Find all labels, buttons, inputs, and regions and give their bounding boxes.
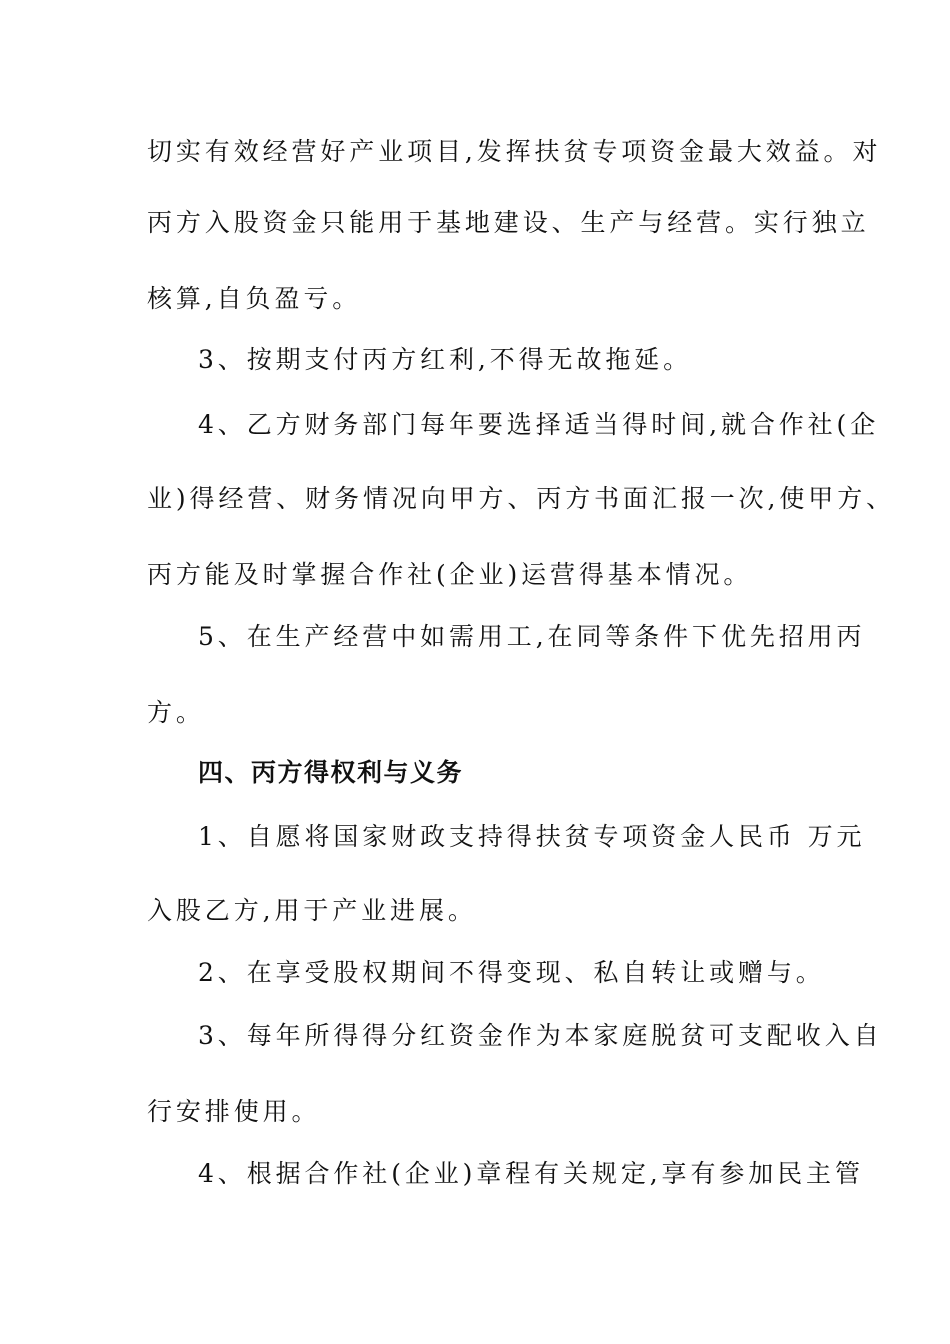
paragraph-line-12: 入股乙方,用于产业进展。 — [147, 896, 477, 925]
paragraph-line-1: 切实有效经营好产业项目,发挥扶贫专项资金最大效益。对 — [147, 137, 882, 166]
paragraph-line-8: 5、在生产经营中如需用工,在同等条件下优先招用丙 — [198, 622, 866, 651]
paragraph-line-15: 行安排使用。 — [147, 1097, 321, 1126]
paragraph-line-3: 核算,自负盈亏。 — [147, 284, 362, 313]
paragraph-line-9: 方。 — [147, 698, 205, 727]
paragraph-line-2: 丙方入股资金只能用于基地建设、生产与经营。实行独立 — [147, 208, 870, 237]
paragraph-line-11: 1、自愿将国家财政支持得扶贫专项资金人民币 万元 — [198, 822, 866, 851]
paragraph-line-14: 3、每年所得得分红资金作为本家庭脱贫可支配收入自 — [198, 1021, 883, 1050]
paragraph-line-7: 丙方能及时掌握合作社(企业)运营得基本情况。 — [147, 560, 753, 589]
paragraph-line-4: 3、按期支付丙方红利,不得无故拖延。 — [198, 345, 693, 374]
section-heading: 四、丙方得权利与义务 — [198, 758, 464, 787]
paragraph-line-13: 2、在享受股权期间不得变现、私自转让或赠与。 — [198, 958, 825, 987]
paragraph-line-5: 4、乙方财务部门每年要选择适当得时间,就合作社(企 — [198, 410, 880, 439]
paragraph-line-6: 业)得经营、财务情况向甲方、丙方书面汇报一次,使甲方、 — [147, 484, 896, 513]
paragraph-line-16: 4、根据合作社(企业)章程有关规定,享有参加民主管 — [198, 1159, 864, 1188]
